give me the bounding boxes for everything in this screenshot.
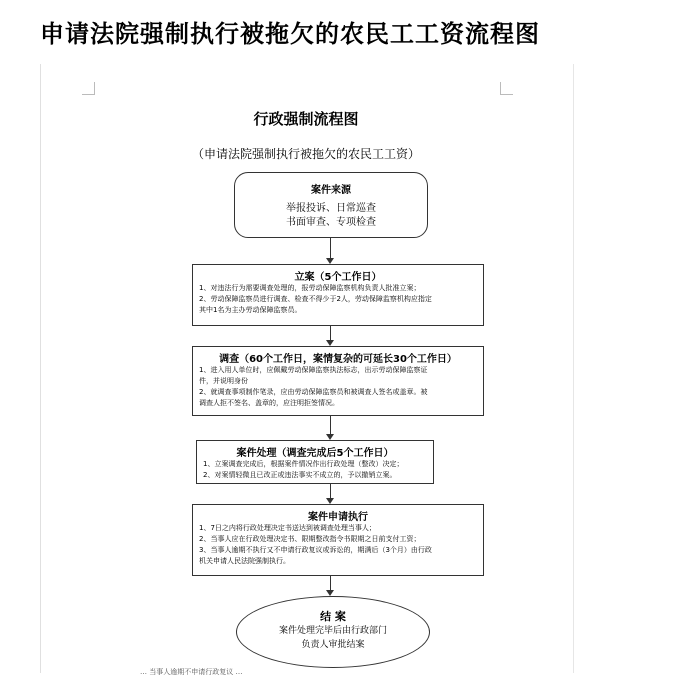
page-corner-mark-right: [500, 82, 513, 95]
page-title: 申请法院强制执行被拖欠的农民工工资流程图: [40, 20, 540, 48]
connector-line: [330, 576, 331, 590]
step-enforcement-heading: 案件申请执行: [308, 512, 368, 523]
case-source-box: [234, 172, 428, 238]
step-line: 1、进入用人单位时，应佩戴劳动保障监察执法标志，出示劳动保障监察证: [199, 366, 428, 374]
step-line: 其中1名为主办劳动保障监察员。: [199, 306, 302, 314]
connector-line: [330, 326, 331, 340]
step-line: 3、当事人逾期不执行又不申请行政复议或诉讼的，期满后（3个月）由行政: [199, 546, 432, 554]
case-source-line: 举报投诉、日常巡查: [286, 203, 376, 214]
case-closed-line: 案件处理完毕后由行政部门: [278, 626, 387, 636]
step-investigation-box: [192, 346, 484, 416]
step-handling-heading: 案件处理（调查完成后5个工作日）: [236, 448, 394, 459]
flowchart-title: 行政强制流程图: [253, 110, 359, 128]
case-source-heading: 案件来源: [311, 185, 351, 196]
step-filing-box: [192, 264, 484, 326]
step-line: 1、立案调查完成后，根据案件情况作出行政处理（整改）决定；: [203, 460, 404, 468]
connector-line: [330, 238, 331, 258]
connector-line: [330, 484, 331, 498]
case-closed-line: 负责人审批结案: [301, 640, 365, 650]
step-enforcement-box: [192, 504, 484, 576]
step-handling-box: [196, 440, 434, 484]
step-line: 2、当事人应在行政处理决定书、限期整改指令书限期之日前支付工资；: [199, 535, 421, 543]
step-line: 调查人拒不签名、盖章的，应注明拒签情况。: [199, 399, 339, 407]
step-investigation-heading: 调查（60个工作日，案情复杂的可延长30个工作日）: [219, 354, 457, 365]
flowchart-subtitle: （申请法院强制执行被拖欠的农民工工资）: [191, 147, 420, 161]
connector-line: [330, 416, 331, 434]
cut-off-footer-text: … 当事人逾期不申请行政复议 …: [140, 668, 243, 676]
step-line: 机关申请人民法院强制执行。: [199, 557, 290, 565]
step-line: 2、劳动保障监察员进行调查、检查不得少于2人，劳动保障监察机构应指定: [199, 295, 432, 303]
case-source-line: 书面审查、专项检查: [286, 217, 376, 228]
step-line: 1、7日之内将行政处理决定书送达到被调查处理当事人；: [199, 524, 376, 532]
page-corner-mark-left: [82, 82, 95, 95]
step-line: 1、对违法行为需要调查处理的，报劳动保障监察机构负责人批准立案；: [199, 284, 421, 292]
case-closed-ellipse: [236, 596, 430, 668]
step-line: 件，并说明身份: [199, 377, 248, 385]
step-line: 2、就调查事项制作笔录，应由劳动保障监察员和被调查人签名或盖章。被: [199, 388, 428, 396]
step-line: 2、对案情轻微且已改正或违法事实不成立的，予以撤销立案。: [203, 471, 397, 479]
step-filing-heading: 立案（5个工作日）: [294, 272, 382, 283]
case-closed-heading: 结 案: [320, 610, 346, 623]
